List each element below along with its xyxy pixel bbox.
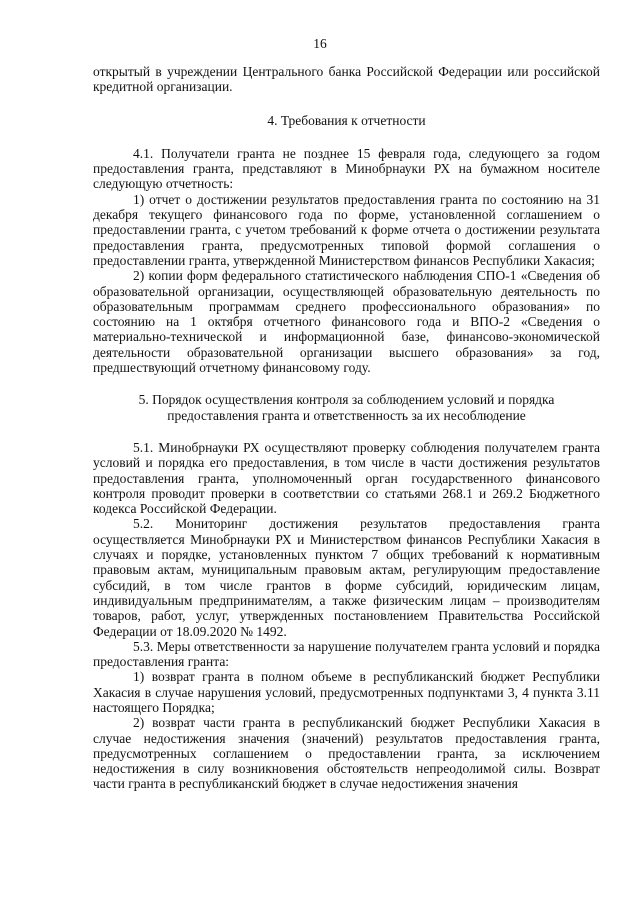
section-4-paragraph-1: 4.1. Получатели гранта не позднее 15 февраля года, следующего за годом предоставления гранта, представляют в Минобрнауки РХ на бумажном носителе следующую отчетность: [93, 145, 600, 192]
page-number: 16 [313, 36, 327, 51]
intro-paragraph: открытый в учреждении Центрального банка Российской Федерации или российской кредитной организации. [93, 64, 600, 95]
section-5-heading [93, 392, 600, 423]
document-body [93, 64, 600, 792]
section-5-paragraph-5: 2) возврат части гранта в республиканский бюджет Республики Хакасия в случае недостижения значения (значений) результатов предоставления гранта, предусмотренных соглашением о предоставлении гранта, за исключением недостижения в силу возникновения обстоятельств непреодолимой силы. Возврат части гранта в республиканский бюджет в случае недостижения значения [93, 715, 600, 792]
section-5-paragraph-3: 5.3. Меры ответственности за нарушение получателем гранта условий и порядка предоставления гранта: [93, 638, 600, 670]
section-5-paragraph-2: 5.2. Мониторинг достижения результатов предоставления гранта осуществляется Минобрнауки РХ и Министерством финансов Республики Хакасия в случаях и порядке, установленных пунктом 7 общих требований к нормативным правовым актам, муниципальным правовым актам, регулирующим предоставление субсидий, в том числе грантов в форме субсидий, юридическим лицам, индивидуальным предпринимателям, а также физическим лицам – производителям товаров, работ, услуг, утвержденных постановлением Правительства Российской Федерации от 18.09.2020 № 1492. [93, 516, 600, 639]
section-4-paragraph-2: 1) отчет о достижении результатов предоставления гранта по состоянию на 31 декабря текущего финансового года по форме, установленной соглашением о предоставлении гранта, с учетом требований к форме отчета о достижении результата предоставления гранта, предусмотренных типовой формой соглашения о предоставлении гранта, утвержденной Министерством финансов Республики Хакасия; [93, 191, 600, 268]
section-5-heading-line-2: предоставления гранта и ответственность за их несоблюдение [167, 407, 526, 423]
section-5-paragraph-1: 5.1. Минобрнауки РХ осуществляют проверку соблюдения получателем гранта условий и порядка его предоставления, в том числе в части достижения результатов предоставления гранта, уполномоченный орган государственного финансового контроля проводит проверки в соответствии со статьями 268.1 и 269.2 Бюджетного кодекса Российской Федерации. [93, 439, 600, 517]
section-4-paragraph-3: 2) копии форм федерального статистического наблюдения СПО-1 «Сведения об образовательной организации, осуществляющей образовательную деятельность по образовательным программам среднего профессионального образования» по состоянию на 1 октября отчетного финансового года и ВПО-2 «Сведения о материально-технической и информационной базе, финансово-экономической деятельности образовательной организации высшего образования» за год, предшествующий отчетному финансовому году. [93, 268, 600, 376]
section-5-paragraph-4: 1) возврат гранта в полном объеме в республиканский бюджет Республики Хакасия в случае нарушения условий, предусмотренных подпунктами 3, 4 пункта 3.11 настоящего Порядка; [93, 669, 600, 715]
section-5-heading-line-1: 5. Порядок осуществления контроля за соблюдением условий и порядка [138, 392, 555, 408]
section-4-heading: 4. Требования к отчетности [267, 112, 426, 128]
